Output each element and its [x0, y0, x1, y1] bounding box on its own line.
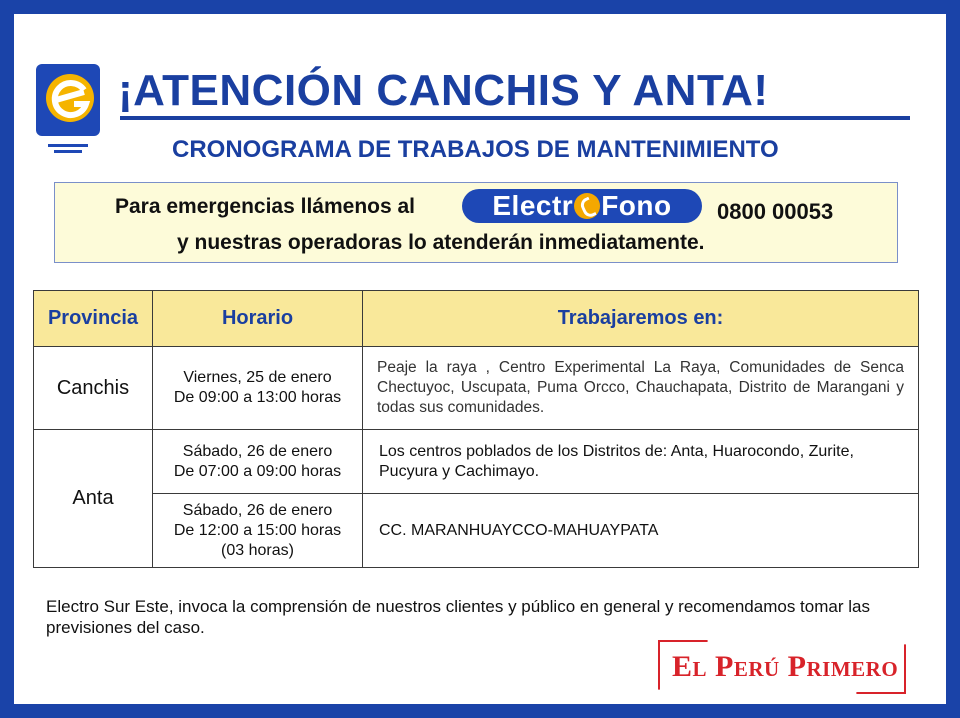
schedule-cell — [153, 494, 363, 568]
emergency-line-1: Para emergencias llámenos al — [115, 195, 415, 218]
table-header-row — [34, 291, 919, 347]
emergency-phone: 0800 00053 — [717, 199, 834, 224]
closing-note: Electro Sur Este, invoca la comprensión de nuestros clientes y público en general y recomendamos tomar las previsiones del caso. — [46, 597, 870, 637]
phone-circle-icon — [574, 193, 600, 219]
header-trabajaremos: Trabajaremos en: — [363, 291, 919, 347]
schedule-cell — [153, 430, 363, 494]
schedule-time: De 12:00 a 15:00 horas — [173, 521, 342, 539]
location-cell: Peaje la raya , Centro Experimental La Raya, Comunidades de Senca Chectuyoc, Uscupata, Puma Orcco, Chauchapata, Distrito de Marangani y todas sus comunidades. — [363, 347, 919, 430]
schedule-date: Sábado, 26 de enero — [182, 442, 333, 460]
schedule-time: De 07:00 a 09:00 horas — [173, 462, 342, 480]
page-title: ¡ATENCIÓN CANCHIS Y ANTA! — [118, 66, 769, 115]
schedule-cell — [153, 347, 363, 430]
schedule-duration: (03 horas) — [221, 541, 294, 559]
emergency-line-2: y nuestras operadoras lo atenderán inmediatamente. — [177, 231, 705, 254]
electrofono-brand — [462, 189, 702, 223]
table-row — [34, 347, 919, 430]
electro-sur-este-logo-icon — [34, 62, 102, 154]
schedule-table — [33, 290, 919, 568]
province-cell: Canchis — [34, 347, 153, 430]
table-row — [34, 494, 919, 568]
location-cell: CC. MARANHUAYCCO-MAHUAYPATA — [363, 494, 919, 568]
header-provincia: Provincia — [34, 291, 153, 347]
brand-right: Fono — [601, 190, 672, 221]
location-cell: Los centros poblados de los Distritos de: Anta, Huarocondo, Zurite, Pucyura y Cachimayo. — [363, 430, 919, 494]
table-row — [34, 430, 919, 494]
brand-left: Electr — [492, 190, 574, 221]
schedule-date: Sábado, 26 de enero — [182, 501, 333, 519]
emergency-box — [54, 182, 898, 263]
slogan-text: El Perú Primero — [672, 650, 899, 683]
announcement-card — [14, 14, 946, 704]
schedule-time: De 09:00 a 13:00 horas — [173, 389, 342, 406]
title-underline — [120, 116, 910, 120]
header-horario: Horario — [153, 291, 363, 347]
province-cell: Anta — [34, 430, 153, 568]
page-subtitle: CRONOGRAMA DE TRABAJOS DE MANTENIMIENTO — [172, 136, 779, 163]
schedule-date: Viernes, 25 de enero — [183, 369, 332, 386]
